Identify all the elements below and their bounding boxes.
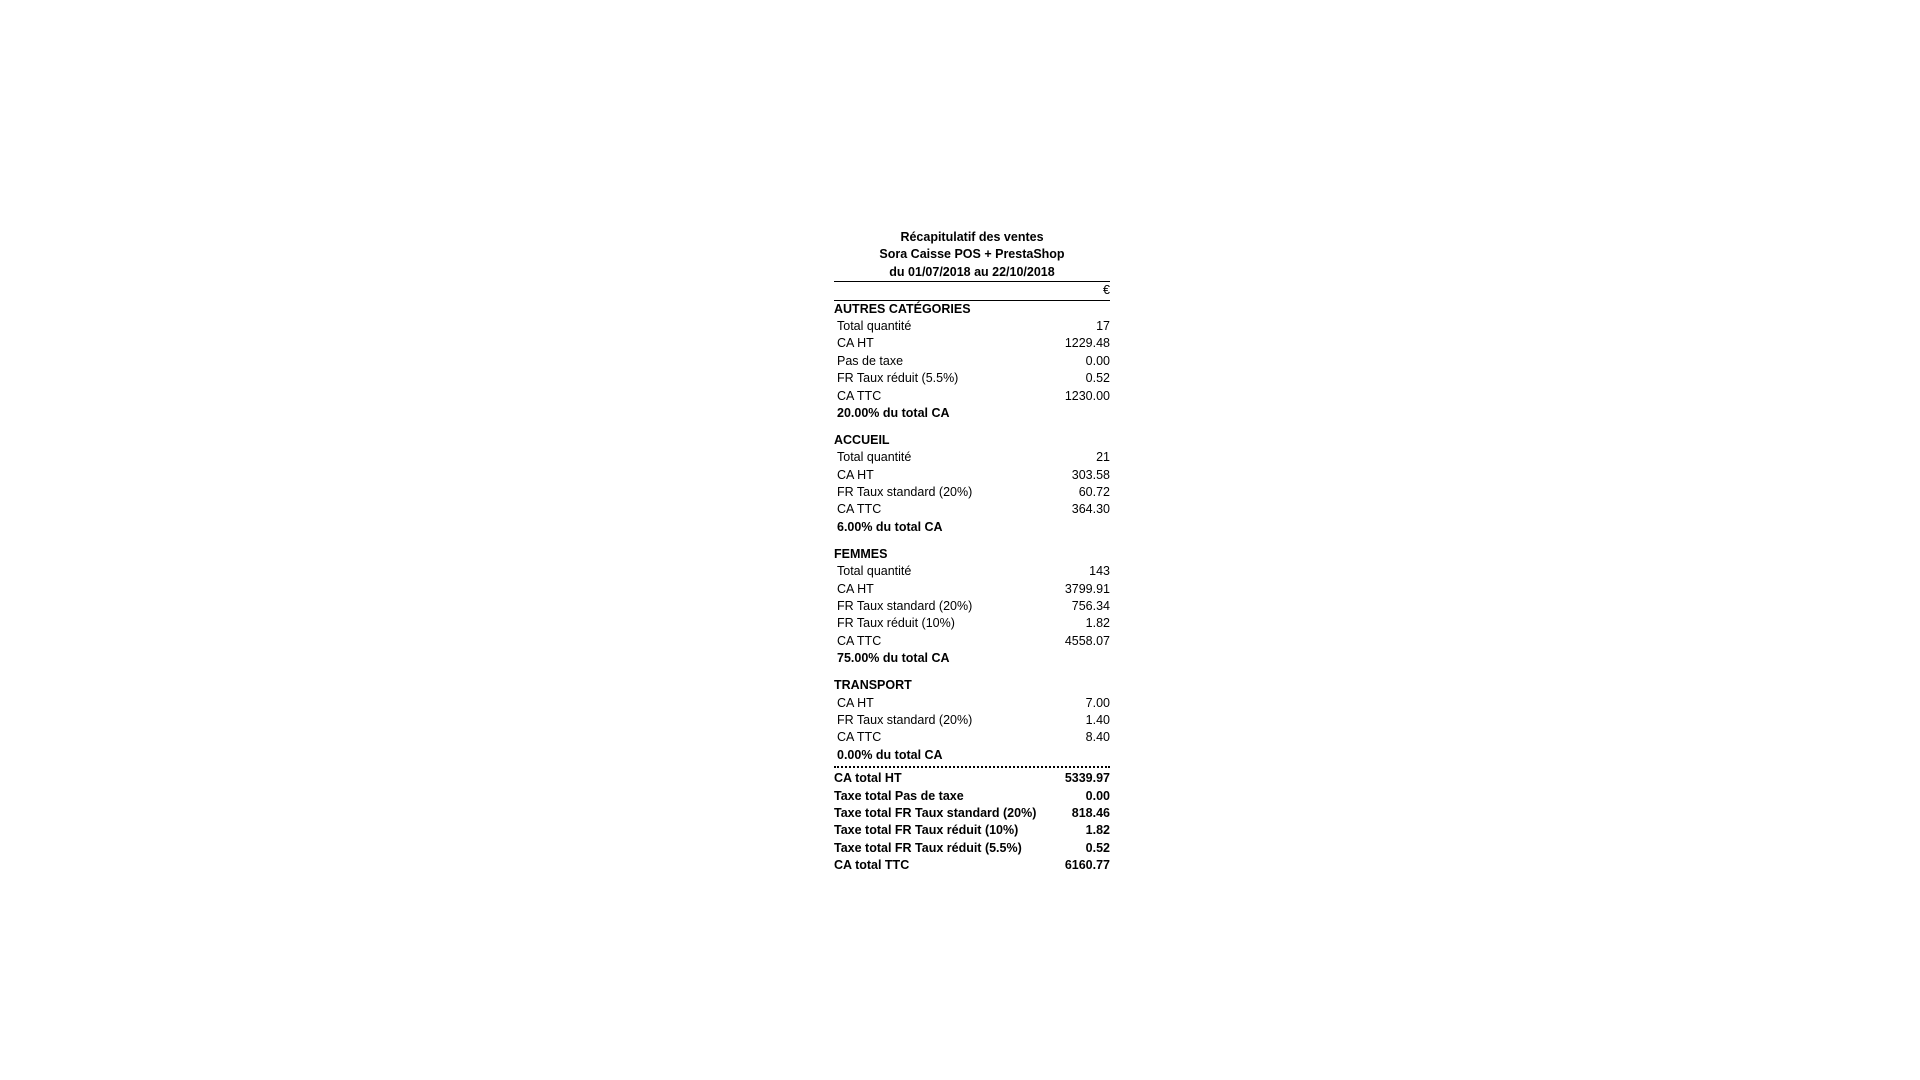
grand-totals (834, 770, 1110, 874)
category-section (834, 432, 1110, 546)
row-label: Total quantité (837, 450, 912, 465)
total-label: CA total HT (834, 771, 902, 786)
row-value: 8.40 (1085, 730, 1110, 745)
section-title: FEMMES (834, 546, 888, 561)
section-row (834, 353, 1110, 370)
total-row (834, 770, 1110, 787)
receipt-title: Récapitulatif des ventes (900, 230, 1044, 244)
receipt-store-name: Sora Caisse POS + PrestaShop (879, 247, 1065, 262)
total-row (834, 857, 1110, 874)
row-label: FR Taux réduit (10%) (837, 616, 955, 631)
row-value: 756.34 (1071, 599, 1110, 613)
row-label: FR Taux standard (20%) (837, 599, 973, 613)
row-label: Pas de taxe (837, 353, 904, 368)
total-row (834, 822, 1110, 839)
row-label: FR Taux standard (20%) (837, 712, 973, 727)
row-value: 1230.00 (1064, 388, 1110, 403)
section-row (834, 467, 1110, 484)
row-value: 1229.48 (1064, 336, 1110, 351)
section-title: TRANSPORT (834, 678, 912, 693)
section-row (834, 581, 1110, 598)
section-row (834, 335, 1110, 352)
section-title: AUTRES CATÉGORIES (834, 301, 971, 316)
section-row (834, 712, 1110, 729)
row-value: 17 (1096, 318, 1110, 333)
row-label: CA HT (837, 467, 874, 482)
row-value: 7.00 (1085, 695, 1110, 710)
section-percent: 20.00% du total CA (837, 405, 950, 420)
total-label: Taxe total FR Taux réduit (10%) (834, 823, 1019, 838)
total-value: 0.00 (1085, 788, 1110, 803)
sales-summary-receipt (834, 229, 1110, 874)
total-value: 1.82 (1085, 823, 1110, 838)
category-sections (834, 301, 1110, 765)
receipt-date-range: du 01/07/2018 au 22/10/2018 (889, 264, 1055, 279)
section-row (834, 388, 1110, 405)
total-value: 818.46 (1071, 805, 1110, 820)
total-value: 6160.77 (1064, 858, 1110, 873)
total-row (834, 805, 1110, 822)
row-value: 60.72 (1078, 485, 1110, 500)
row-label: FR Taux standard (20%) (837, 485, 973, 500)
section-percent: 75.00% du total CA (837, 651, 950, 666)
category-section (834, 546, 1110, 677)
total-row (834, 788, 1110, 805)
section-percent: 6.00% du total CA (837, 519, 943, 534)
currency-label: € (1103, 283, 1110, 298)
category-section (834, 677, 1110, 764)
section-row (834, 484, 1110, 501)
section-row (834, 695, 1110, 712)
section-row (834, 563, 1110, 580)
row-label: Total quantité (837, 564, 912, 579)
section-row (834, 598, 1110, 615)
row-value: 4558.07 (1064, 633, 1110, 648)
section-row (834, 729, 1110, 746)
row-label: CA HT (837, 581, 874, 596)
section-row (834, 318, 1110, 335)
row-value: 364.30 (1071, 502, 1110, 517)
totals-dotted-divider (834, 766, 1110, 768)
total-value: 0.52 (1085, 840, 1110, 855)
row-value: 3799.91 (1064, 581, 1110, 596)
section-percent: 0.00% du total CA (837, 747, 943, 762)
row-value: 0.00 (1085, 353, 1110, 368)
total-value: 5339.97 (1064, 771, 1110, 786)
row-value: 143 (1089, 564, 1110, 579)
total-label: Taxe total FR Taux réduit (5.5%) (834, 840, 1022, 855)
row-label: CA TTC (837, 388, 882, 403)
total-label: Taxe total Pas de taxe (834, 788, 964, 803)
section-row (834, 449, 1110, 466)
total-label: Taxe total FR Taux standard (20%) (834, 805, 1037, 820)
row-label: CA HT (837, 695, 874, 710)
row-value: 0.52 (1085, 371, 1110, 386)
category-section (834, 301, 1110, 432)
total-label: CA total TTC (834, 858, 910, 873)
row-label: CA TTC (837, 502, 882, 517)
section-title: ACCUEIL (834, 432, 890, 447)
row-label: CA HT (837, 336, 874, 351)
row-value: 21 (1096, 450, 1110, 465)
section-row (834, 501, 1110, 518)
row-label: CA TTC (837, 730, 882, 745)
row-label: CA TTC (837, 633, 882, 648)
row-label: FR Taux réduit (5.5%) (837, 371, 959, 386)
section-row (834, 615, 1110, 632)
section-row (834, 633, 1110, 650)
total-row (834, 840, 1110, 857)
row-value: 1.82 (1085, 616, 1110, 631)
row-value: 303.58 (1071, 467, 1110, 482)
row-value: 1.40 (1085, 712, 1110, 727)
row-label: Total quantité (837, 318, 912, 333)
section-row (834, 370, 1110, 387)
